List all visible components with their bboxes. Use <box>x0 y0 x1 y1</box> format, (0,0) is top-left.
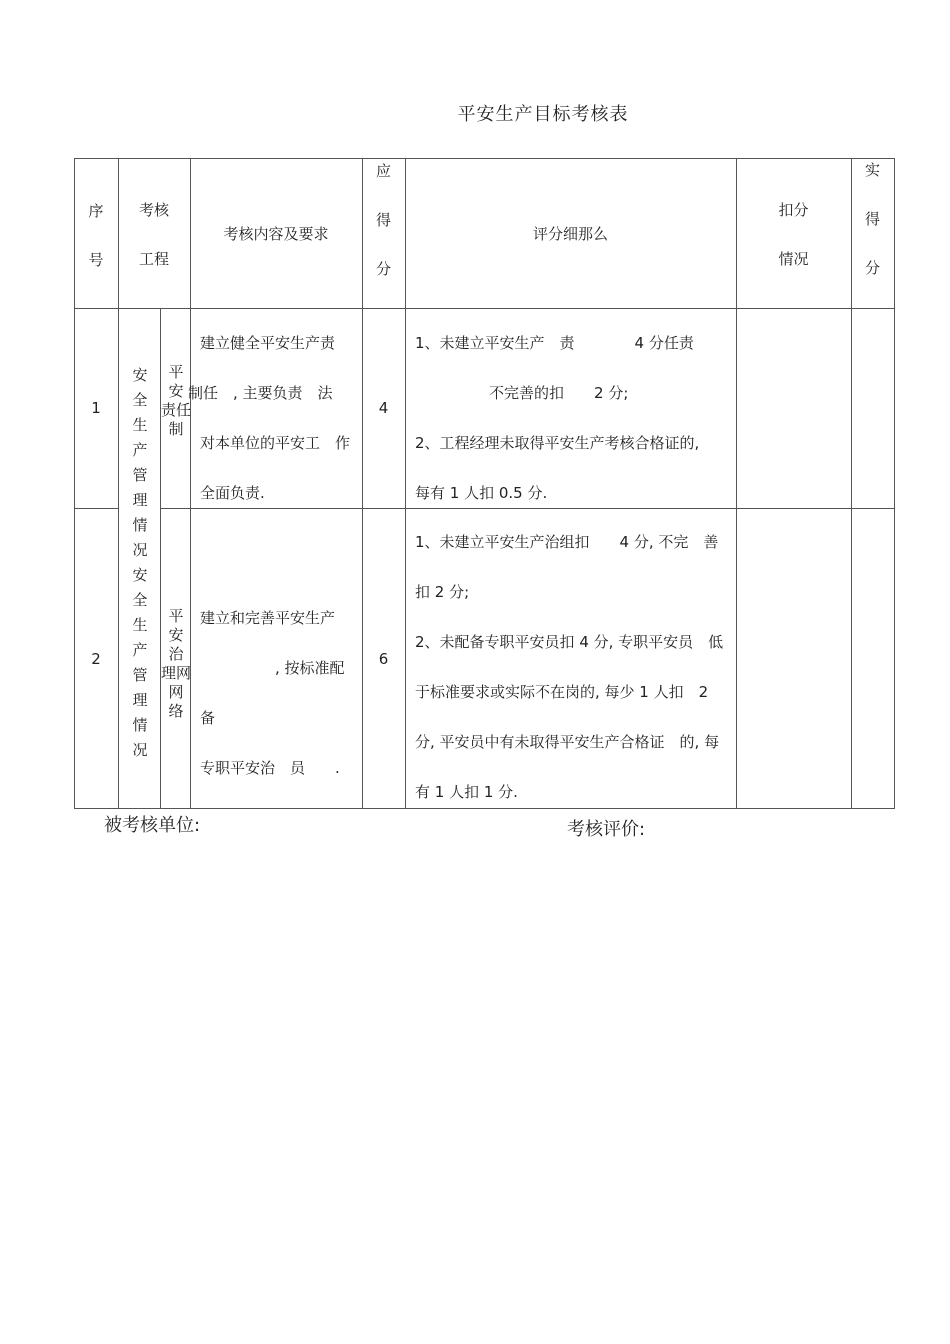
header-deduct: 扣分 情况 <box>778 201 809 268</box>
header-item: 考核 工程 <box>138 201 169 268</box>
row2-score: 6 <box>378 650 389 668</box>
row1-rules: 1、未建立平安生产 责 4 分任责 不完善的扣 2 分; 2、工程经理未取得平安生产考核合格证的, 每有 1 人扣 0.5 分. <box>399 334 700 502</box>
header-seq: 序 号 <box>88 202 104 269</box>
assessed-unit-label: 被考核单位: <box>104 815 201 836</box>
row1-score: 4 <box>378 399 389 417</box>
evaluation-label: 考核评价: <box>567 819 646 840</box>
header-content: 考核内容及要求 <box>223 225 329 243</box>
header-rules: 评分细那么 <box>532 225 608 243</box>
row1-sub-item: 平 安 责任 制 <box>161 363 192 438</box>
row2-content: 建立和完善平安生产 , 按标准配 备 专职平安治 员 . <box>200 609 360 777</box>
row2-seq: 2 <box>91 650 101 668</box>
row2-sub-item: 平 安 治 理网 网 络 <box>161 607 192 720</box>
row2-rules: 1、未建立平安生产治组扣 4 分, 不完 善 扣 2 分; 2、未配备专职平安员扣 4 分, 专职平安员 低 于标准要求或实际不在岗的, 每少 1 人扣 2 分, 平安员中有未取得平安生产合格证 的, 每 有 1 人扣 1 分. <box>415 533 724 801</box>
row1-seq: 1 <box>91 399 101 417</box>
category-label: 安 全 生 产 管 理 情 况 安 全 生 产 管 理 情 况 <box>132 366 148 759</box>
header-actual: 实 得 分 <box>864 161 880 277</box>
row1-content: 建立健全平安生产责 制任 , 主要负责 法 对本单位的平安工 作 全面负责. <box>188 334 351 502</box>
page-title: 平安生产目标考核表 <box>457 104 629 125</box>
header-score: 应 得 分 <box>375 162 391 278</box>
assessment-table <box>74 158 895 809</box>
